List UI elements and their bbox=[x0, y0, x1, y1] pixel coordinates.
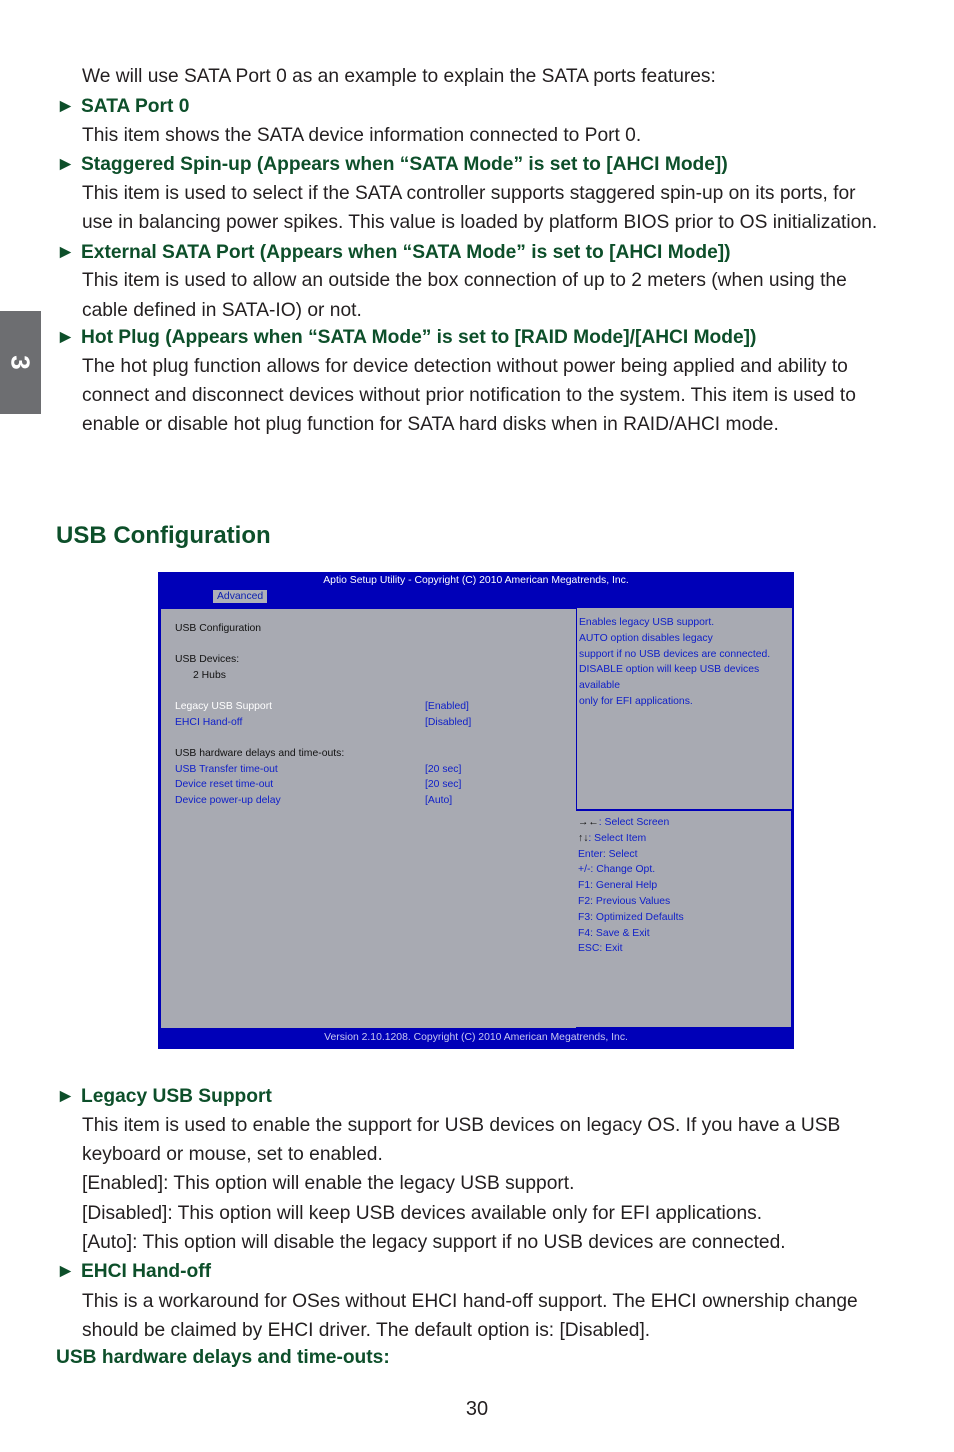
bios-help-text bbox=[579, 615, 770, 710]
sub-heading-usb-delays: USB hardware delays and time-outs: bbox=[56, 1347, 390, 1368]
bios-keys-text bbox=[578, 815, 684, 957]
body-hotplug-line2: connect and disconnect devices without prior notification to the system. This item is used to bbox=[82, 385, 856, 406]
bios-devices-label: USB Devices: bbox=[175, 654, 240, 665]
heading-external-sata: ► External SATA Port (Appears when “SATA Mode” is set to [AHCI Mode]) bbox=[56, 242, 731, 263]
heading-staggered-spinup: ► Staggered Spin-up (Appears when “SATA Mode” is set to [AHCI Mode]) bbox=[56, 154, 728, 175]
bios-tab-advanced[interactable]: Advanced bbox=[213, 590, 267, 603]
help-line: DISABLE option will keep USB devices bbox=[579, 664, 760, 676]
body-sata-port-0: This item shows the SATA device information connected to Port 0. bbox=[82, 125, 642, 146]
bios-screen bbox=[158, 572, 794, 1049]
help-line: available bbox=[579, 680, 621, 692]
key-line: F4: Save & Exit bbox=[578, 927, 650, 939]
key-line: F3: Optimized Defaults bbox=[578, 911, 684, 923]
bios-title: Aptio Setup Utility - Copyright (C) 2010 American Megatrends, Inc. bbox=[323, 575, 629, 586]
arrow-icon: ► bbox=[56, 1261, 75, 1282]
bios-legacy-value: [Enabled] bbox=[425, 701, 469, 712]
help-line: Enables legacy USB support. bbox=[579, 617, 715, 628]
bios-delays-label: USB hardware delays and time-outs: bbox=[175, 748, 345, 759]
bios-header: USB Configuration bbox=[175, 623, 262, 634]
intro-text: We will use SATA Port 0 as an example to explain the SATA ports features: bbox=[82, 66, 716, 87]
body-external-line1: This item is used to allow an outside the box connection of up to 2 meters (when using the bbox=[82, 270, 847, 291]
key-line: ESC: Exit bbox=[578, 943, 623, 955]
arrows-up-down-icon: ↑↓ bbox=[578, 832, 589, 844]
body-legacy-line3: [Enabled]: This option will enable the legacy USB support. bbox=[82, 1173, 575, 1194]
body-legacy-line4: [Disabled]: This option will keep USB devices available only for EFI applications. bbox=[82, 1203, 763, 1224]
heading-sata-port-0: ► SATA Port 0 bbox=[56, 96, 190, 117]
body-hotplug-line1: The hot plug function allows for device detection without power being applied and ability to bbox=[82, 356, 848, 377]
arrow-icon: ► bbox=[56, 1086, 75, 1107]
bios-legacy-label: Legacy USB Support bbox=[175, 701, 273, 712]
bios-devices-value: 2 Hubs bbox=[193, 670, 226, 681]
bios-powerup-label: Device power-up delay bbox=[175, 795, 281, 806]
body-external-line2: cable defined in SATA-IO) or not. bbox=[82, 300, 362, 321]
body-ehci-line2: should be claimed by EHCI driver. The default option is: [Disabled]. bbox=[82, 1320, 651, 1341]
heading-ehci-handoff: ► EHCI Hand-off bbox=[56, 1261, 212, 1282]
chapter-tab bbox=[0, 311, 41, 414]
key-line: +/-: Change Opt. bbox=[578, 864, 656, 876]
bios-main-panel bbox=[160, 608, 577, 1029]
bios-footer: Version 2.10.1208. Copyright (C) 2010 American Megatrends, Inc. bbox=[324, 1032, 628, 1043]
body-legacy-line2: keyboard or mouse, set to enabled. bbox=[82, 1144, 383, 1165]
help-line: support if no USB devices are connected. bbox=[579, 648, 771, 660]
key-line: Enter: Select bbox=[578, 848, 638, 860]
chapter-number: 3 bbox=[6, 355, 36, 370]
bios-help-panel bbox=[576, 608, 792, 809]
bios-keys-panel bbox=[576, 811, 791, 1027]
section-title: USB Configuration bbox=[56, 522, 271, 549]
heading-legacy-usb: ► Legacy USB Support bbox=[56, 1086, 272, 1107]
bios-reset-value: [20 sec] bbox=[425, 779, 462, 790]
heading-hot-plug: ► Hot Plug (Appears when “SATA Mode” is set to [RAID Mode]/[AHCI Mode]) bbox=[56, 327, 757, 348]
bios-ehci-label: EHCI Hand-off bbox=[175, 717, 243, 728]
bios-transfer-label: USB Transfer time-out bbox=[175, 764, 278, 775]
key-line: F1: General Help bbox=[578, 880, 658, 892]
bios-powerup-value: [Auto] bbox=[425, 795, 453, 806]
key-line: →←: Select Screen bbox=[578, 817, 670, 828]
body-staggered-line2: use in balancing power spikes. This value is loaded by platform BIOS prior to OS initialization. bbox=[82, 212, 878, 233]
body-ehci-line1: This is a workaround for OSes without EHCI hand-off support. The EHCI ownership change bbox=[82, 1291, 858, 1312]
bios-ehci-value: [Disabled] bbox=[425, 717, 472, 728]
arrow-icon: ► bbox=[56, 96, 75, 117]
arrow-icon: ► bbox=[56, 242, 75, 263]
body-legacy-line5: [Auto]: This option will disable the legacy support if no USB devices are connected. bbox=[82, 1232, 786, 1253]
body-hotplug-line3: enable or disable hot plug function for SATA hard disks when in RAID/AHCI mode. bbox=[82, 414, 779, 435]
body-staggered-line1: This item is used to select if the SATA controller supports staggered spin-up on its ports, for bbox=[82, 183, 856, 204]
arrow-icon: ► bbox=[56, 154, 75, 175]
bios-transfer-value: [20 sec] bbox=[425, 764, 462, 775]
help-line: AUTO option disables legacy bbox=[579, 632, 713, 644]
bios-reset-label: Device reset time-out bbox=[175, 779, 274, 790]
key-line: F2: Previous Values bbox=[578, 895, 671, 907]
arrow-icon: ► bbox=[56, 327, 75, 348]
key-line: ↑↓: Select Item bbox=[578, 832, 647, 844]
body-legacy-line1: This item is used to enable the support for USB devices on legacy OS. If you have a USB bbox=[82, 1115, 841, 1136]
arrows-left-right-icon: →← bbox=[578, 817, 599, 828]
help-line: only for EFI applications. bbox=[579, 695, 693, 707]
page-number: 30 bbox=[465, 1398, 489, 1420]
